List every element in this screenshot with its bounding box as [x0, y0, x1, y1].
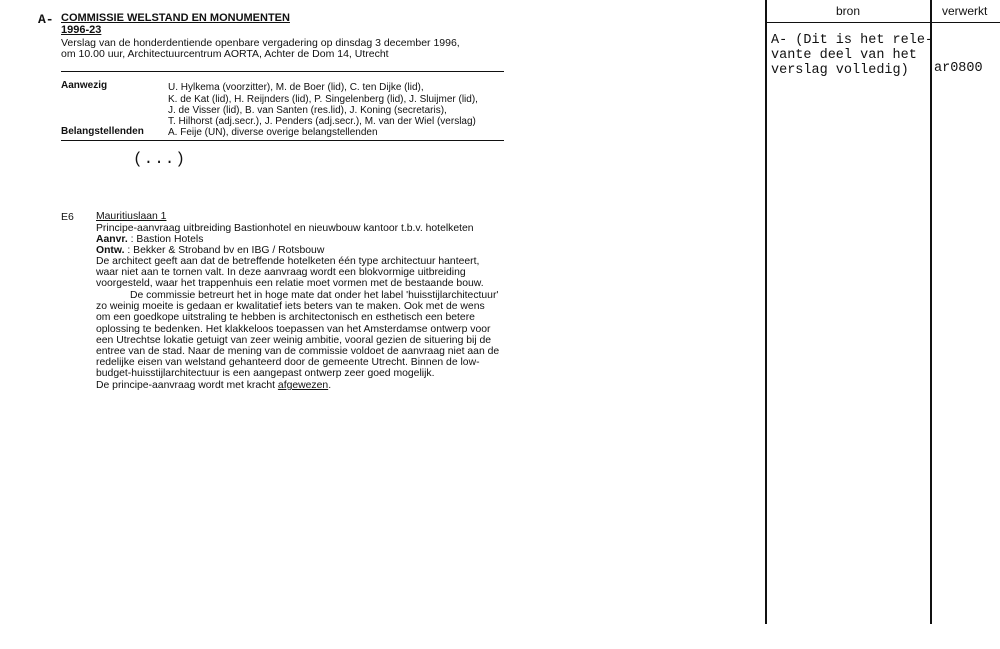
verdict-end: . — [328, 380, 332, 391]
present-line-4: T. Hilhorst (adj.secr.), J. Penders (adj.secr.), M. van der Wiel (verslag) — [168, 116, 476, 127]
paragraph-line: De architect geeft aan dat de betreffende hotelketen één type architectuur hanteert, — [96, 256, 480, 267]
applicant-label: Aanvr. — [96, 234, 128, 245]
verdict-word: afgewezen — [277, 380, 329, 391]
paragraph-line: redelijke eisen van welstand gehanteerd door de gemeente Utrecht. Binnen de low- — [96, 357, 480, 368]
document-code: 1996-23 — [61, 24, 102, 36]
item-address: Mauritiuslaan 1 — [96, 211, 167, 222]
paragraph-line: zo weinig moeite is gedaan er kwalitatief iets beters van te maken. Ook met de wens — [96, 301, 485, 312]
paragraph-line: voorgesteld, waar het trappenhuis een relatie moet vormen met de bestaande bouw. — [96, 278, 484, 289]
verdict-prefix: De principe-aanvraag wordt met kracht — [96, 380, 278, 391]
paragraph-line: entree van de stad. Naar de mening van de commissie voldoet de aanvraag niet aan de — [96, 346, 500, 357]
margin-note-line-3: verslag volledig) — [771, 63, 909, 78]
paragraph-line: De commissie betreurt het in hoge mate dat onder het label 'huisstijlarchitectuur' — [130, 290, 499, 301]
document-prefix: A- — [38, 12, 54, 27]
document-title: COMMISSIE WELSTAND EN MONUMENTEN — [61, 12, 290, 24]
item-number: E6 — [61, 211, 74, 223]
interested-label: Belangstellenden — [61, 126, 144, 137]
header-divider — [61, 71, 504, 72]
archive-code: ar0800 — [934, 61, 983, 76]
present-label: Aanwezig — [61, 80, 108, 91]
bron-header: bron — [836, 4, 861, 18]
present-line-3: J. de Visser (lid), B. van Santen (res.lid), J. Koning (secretaris), — [168, 105, 447, 116]
margin-note-line-2: vante deel van het — [771, 48, 917, 63]
paragraph-line: om een goedkope uitstraling te hebben is architectonisch en esthetisch een betere — [96, 312, 475, 323]
omission-marker: (...) — [133, 150, 187, 168]
paragraph-line: oplossing te bedenken. Het klakkeloos toepassen van het Amsterdamse ontwerp voor — [96, 324, 491, 335]
paragraph-line: waar niet aan te tornen valt. In deze aanvraag wordt een blokvormige uitbreiding — [96, 267, 466, 278]
item-subject: Principe-aanvraag uitbreiding Bastionhotel en nieuwbouw kantoor t.b.v. hotelketen — [96, 223, 474, 234]
present-line-1: U. Hylkema (voorzitter), M. de Boer (lid), C. ten Dijke (lid), — [168, 82, 424, 93]
paragraph-line: budget-huisstijlarchitectuur is een aangepast ontwerp zeer goed mogelijk. — [96, 368, 435, 379]
header-line-2: om 10.00 uur, Architectuurcentrum AORTA, Achter de Dom 14, Utrecht — [61, 48, 389, 60]
margin-divider-left — [765, 0, 767, 624]
paragraph-line: een Utrechtse lokatie getuigt van zeer weinig ambitie, vooral gezien de situering bij de — [96, 335, 492, 346]
designer-value: : Bekker & Stroband bv en IBG / Rotsbouw — [127, 245, 325, 256]
designer-label: Ontw. — [96, 245, 125, 256]
present-line-2: K. de Kat (lid), H. Reijnders (lid), P. Singelenberg (lid), J. Sluijmer (lid), — [168, 94, 478, 105]
verwerkt-header: verwerkt — [942, 4, 988, 18]
interested-line: A. Feije (UN), diverse overige belangstellenden — [168, 127, 378, 138]
margin-divider-right — [930, 0, 932, 624]
attendance-divider — [61, 140, 504, 141]
applicant-row — [96, 234, 203, 245]
margin-header-divider — [766, 22, 1000, 23]
verdict-line — [96, 380, 331, 391]
header-line-1: Verslag van de honderdentiende openbare vergadering op dinsdag 3 december 1996, — [61, 37, 460, 49]
margin-note-line-1: A- (Dit is het rele- — [771, 33, 934, 48]
applicant-value: : Bastion Hotels — [130, 234, 204, 245]
designer-row — [96, 245, 324, 256]
